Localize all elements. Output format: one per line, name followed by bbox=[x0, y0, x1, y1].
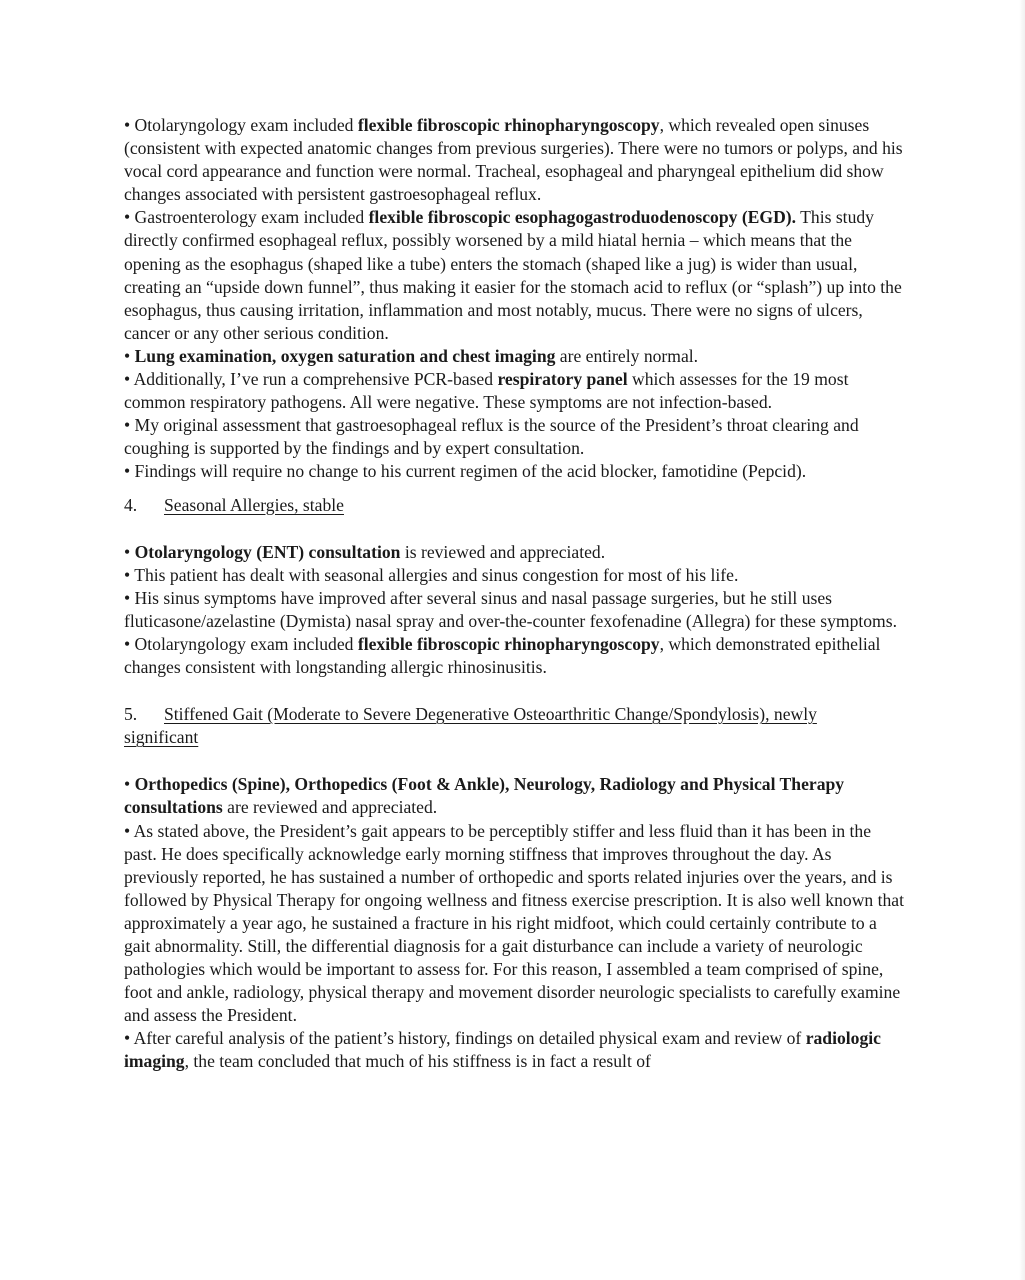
text: are entirely normal. bbox=[555, 345, 699, 366]
text: • Additionally, I’ve run a comprehensive PCR-based bbox=[124, 369, 498, 390]
bullet-paragraph bbox=[124, 541, 904, 564]
bullet-paragraph bbox=[124, 345, 904, 368]
text: • As stated above, the President’s gait appears to be perceptibly stiffer and less fluid than it has been in the past. He does specifically acknowledge early morning stiffness that improves throughout the day. As previously reported, he has sustained a number of orthopedic and sports related injuries over the years, and is followed by Physical Therapy for ongoing wellness and fitness exercise prescription. It is also well known that approximately a year ago, he sustained a fracture in his right midfoot, which could certainly contribute to a gait abnormality. Still, the differential diagnosis for a gait disturbance can include a variety of neurologic pathologies which would be important to assess for. For this reason, I assembled a team comprised of spine, foot and ankle, radiology, physical therapy and movement disorder neurologic specialists to carefully examine and assess the President. bbox=[124, 820, 904, 1026]
text: • Findings will require no change to his current regimen of the acid blocker, famotidine (Pepcid). bbox=[124, 461, 807, 482]
text: is reviewed and appreciated. bbox=[400, 541, 606, 562]
bullet-paragraph bbox=[124, 587, 904, 633]
section-3-bullets bbox=[124, 114, 904, 484]
bullet-paragraph bbox=[124, 820, 904, 1028]
bold-text: flexible fibroscopic esophagogastroduodenoscopy (EGD). bbox=[368, 207, 797, 228]
bullet-paragraph bbox=[124, 460, 904, 483]
text: • Gastroenterology exam included bbox=[124, 207, 369, 228]
bold-text: Orthopedics (Spine), Orthopedics (Foot & Ankle), Neurology, Radiology and Physical Therapy consultations bbox=[124, 774, 845, 818]
text: • bbox=[124, 345, 135, 366]
text: • Otolaryngology exam included bbox=[124, 115, 358, 135]
bullet-paragraph bbox=[124, 773, 904, 819]
bold-text: Lung examination, oxygen saturation and chest imaging bbox=[134, 345, 556, 366]
text: , which demonstrated epithelial changes consistent with longstanding allergic rhinosinusitis. bbox=[124, 633, 881, 678]
page-edge-shadow bbox=[1019, 0, 1025, 1280]
bullet-paragraph bbox=[124, 633, 904, 679]
text: This study directly confirmed esophageal reflux, possibly worsened by a mild hiatal hernia – which means that the opening as the esophagus (shaped like a tube) enters the stomach (shaped like a jug) is wider than usual, creating an “upside down funnel”, thus making it easier for the stomach acid to reflux (or “splash”) up into the esophagus, thus causing irritation, inflammation and most notably, mucus. There were no signs of ulcers, cancer or any other serious condition. bbox=[124, 207, 902, 343]
text: • After careful analysis of the patient’s history, findings on detailed physical exam and review of bbox=[124, 1028, 806, 1049]
section-4-title: Seasonal Allergies, stable bbox=[164, 494, 344, 515]
text: • His sinus symptoms have improved after several sinus and nasal passage surgeries, but he still uses fluticasone/azelastine (Dymista) nasal spray and over-the-counter fexofenadine (Allegra) for these symptoms. bbox=[124, 587, 897, 631]
bullet-paragraph bbox=[124, 564, 904, 587]
bullet-paragraph bbox=[124, 414, 904, 460]
text: which assesses for the 19 most common respiratory pathogens. All were negative. These symptoms are not infection-based. bbox=[124, 369, 849, 413]
text: • Otolaryngology exam included bbox=[124, 633, 358, 654]
bold-text: radiologic imaging bbox=[124, 1028, 881, 1072]
text: • bbox=[124, 541, 135, 562]
text: • My original assessment that gastroesophageal reflux is the source of the President’s throat clearing and coughing is supported by the findings and by expert consultation. bbox=[124, 415, 859, 459]
section-4-heading bbox=[124, 494, 904, 517]
section-5-title: Stiffened Gait (Moderate to Severe Degenerative Osteoarthritic Change/Spondylosis), newly significant bbox=[124, 704, 817, 748]
section-5-number: 5. bbox=[124, 704, 138, 725]
text: are reviewed and appreciated. bbox=[222, 797, 438, 818]
text: • This patient has dealt with seasonal allergies and sinus congestion for most of his life. bbox=[124, 564, 739, 585]
section-5-bullets bbox=[124, 773, 904, 1073]
bullet-paragraph bbox=[124, 1027, 904, 1073]
bullet-paragraph bbox=[124, 368, 904, 414]
text: , the team concluded that much of his stiffness is in fact a result of bbox=[184, 1051, 651, 1072]
section-5-heading bbox=[124, 703, 864, 749]
bold-text: flexible fibroscopic rhinopharyngoscopy bbox=[357, 115, 660, 135]
bullet-paragraph bbox=[124, 206, 904, 345]
text: , which revealed open sinuses (consistent with expected anatomic changes from previous surgeries). There were no tumors or polyps, and his vocal cord appearance and function were normal. Tracheal, esophageal and pharyngeal epithelium did show changes associated with persistent gastroesophageal reflux. bbox=[124, 115, 903, 205]
bold-text: flexible fibroscopic rhinopharyngoscopy bbox=[357, 633, 660, 654]
section-4-number: 4. bbox=[124, 494, 138, 515]
section-4-bullets bbox=[124, 541, 904, 680]
document-page bbox=[124, 114, 904, 1074]
bold-text: respiratory panel bbox=[497, 369, 628, 390]
text: • bbox=[124, 774, 135, 795]
bold-text: Otolaryngology (ENT) consultation bbox=[134, 541, 401, 562]
bullet-paragraph bbox=[124, 114, 904, 206]
